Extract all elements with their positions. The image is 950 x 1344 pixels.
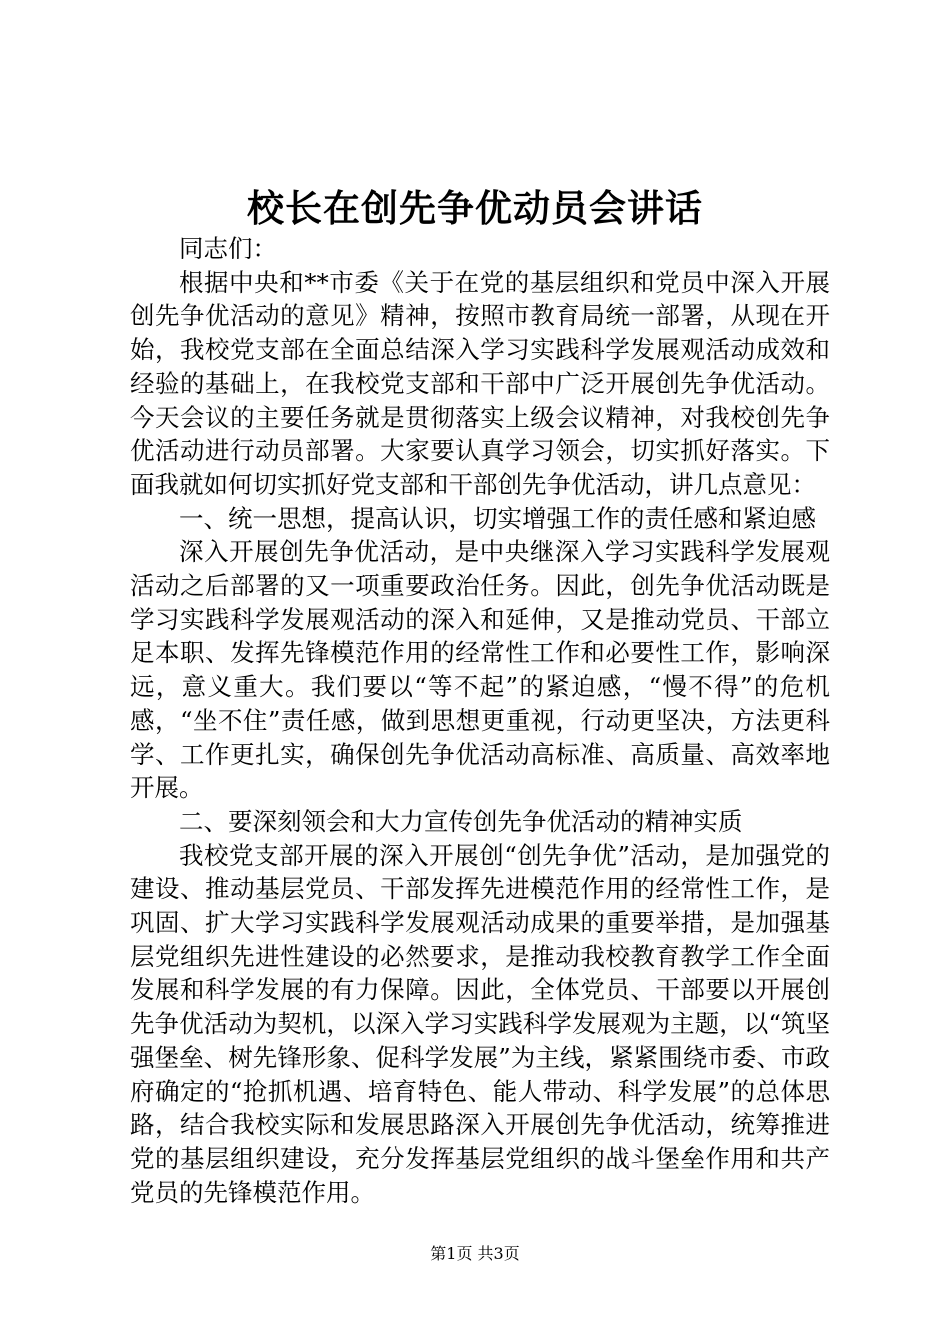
document-body [130, 232, 830, 1209]
section-heading-2: 二、要深刻领会和大力宣传创先争优活动的精神实质 [179, 806, 743, 836]
paragraph-section-1: 深入开展创先争优活动，是中央继深入学习实践科学发展观活动之后部署的又一项重要政治任务。因此，创先争优活动既是学习实践科学发展观活动的深入和延伸，又是推动党员、干部立足本职、发挥先锋模范作用的经常性工作和必要性工作，影响深远，意义重大。我们要以“等不起”的紧迫感，“慢不得”的危机感，“坐不住”责任感，做到思想更重视，行动更坚决，方法更科学、工作更扎实，确保创先争优活动高标准、高质量、高效率地开展。 [130, 537, 830, 803]
salutation: 同志们： [179, 234, 277, 263]
section-heading-1: 一、统一思想，提高认识，切实增强工作的责任感和紧迫感 [179, 503, 816, 533]
paragraph-intro: 根据中央和**市委《关于在党的基层组织和党员中深入开展创先争优活动的意见》精神，按照市教育局统一部署，从现在开始，我校党支部在全面总结深入学习实践科学发展观活动成效和经验的基础上，在我校党支部和干部中广泛开展创先争优活动。今天会议的主要任务就是贯彻落实上级会议精神，对我校创先争优活动进行动员部署。大家要认真学习领会，切实抓好落实。下面我就如何切实抓好党支部和干部创先争优活动，讲几点意见： [130, 267, 830, 499]
document-title: 校长在创先争优动员会讲话 [247, 186, 703, 230]
paragraph-section-2: 我校党支部开展的深入开展创“创先争优”活动，是加强党的建设、推动基层党员、干部发挥先进模范作用的经常性工作，是巩固、扩大学习实践科学发展观活动成果的重要举措，是加强基层党组织先进性建设的必然要求，是推动我校教育教学工作全面发展和科学发展的有力保障。因此，全体党员、干部要以开展创先争优活动为契机，以深入学习实践科学发展观为主题，以“筑坚强堡垒、树先锋形象、促科学发展”为主线，紧紧围绕市委、市政府确定的“抢抓机遇、培育特色、能人带动、科学发展”的总体思路，结合我校实际和发展思路深入开展创先争优活动，统筹推进党的基层组织建设，充分发挥基层党组织的战斗堡垒作用和共产党员的先锋模范作用。 [130, 840, 830, 1207]
page-number-footer: 第1页 共3页 [430, 1244, 520, 1263]
